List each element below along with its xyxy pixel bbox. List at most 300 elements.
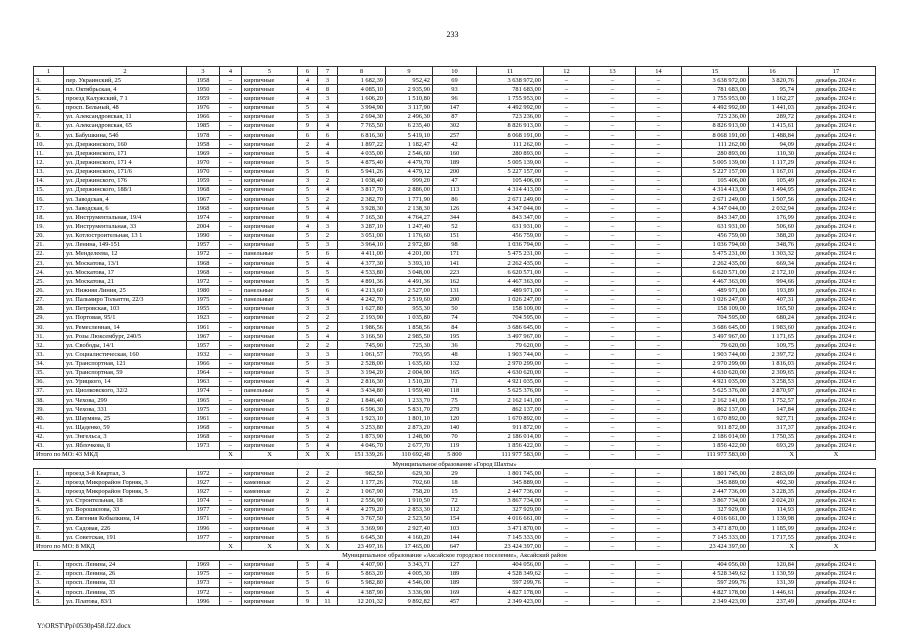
total-cell: – (636, 542, 682, 551)
table-cell: кирпичные (242, 368, 298, 377)
table-cell: 693,29 (749, 441, 797, 450)
table-cell: – (220, 386, 242, 395)
table-cell: 4 (318, 505, 338, 514)
column-number-cell: 15 (682, 67, 749, 76)
page-number: 233 (446, 30, 459, 39)
table-cell: 32. (34, 341, 64, 350)
table-cell: 6 (318, 130, 338, 139)
table-cell: – (636, 222, 682, 231)
table-cell: – (544, 76, 590, 85)
table-cell: 9 (298, 121, 318, 130)
table-cell: 5 (298, 441, 318, 450)
table-cell: 5 475 231,00 (682, 249, 749, 258)
table-row (34, 231, 876, 240)
table-cell: 344 (433, 213, 477, 222)
table-cell: 1 510,80 (386, 94, 433, 103)
table-cell: 2 (318, 478, 338, 487)
table-cell: 2 972,80 (386, 240, 433, 249)
table-cell: ул. Бабушкина, 54б (64, 130, 187, 139)
table-cell: кирпичные (242, 258, 298, 267)
table-cell: 1 801,10 (386, 414, 433, 423)
table-cell: 2 (298, 341, 318, 350)
table-cell: 1 446,61 (749, 588, 797, 597)
table-cell: проезд Микрорайон Горняк, 3 (64, 478, 187, 487)
table-cell: ул. Советская, 191 (64, 533, 187, 542)
table-cell: – (220, 359, 242, 368)
table-cell: 158 109,00 (477, 304, 544, 313)
table-cell: кирпичные (242, 313, 298, 322)
table-cell: 189 (433, 569, 477, 578)
table-row (34, 185, 876, 194)
table-cell: 1 903 744,00 (682, 350, 749, 359)
table-cell: кирпичные (242, 359, 298, 368)
table-cell: 3 638 972,00 (477, 76, 544, 85)
table-cell: пл. Октябрьская, 4 (64, 85, 187, 94)
table-cell: 4 827 178,00 (682, 588, 749, 597)
table-cell: – (544, 121, 590, 130)
table-row (34, 514, 876, 523)
table-cell: 5 (298, 194, 318, 203)
table-cell: 1927 (187, 487, 220, 496)
table-cell: 489 971,00 (477, 286, 544, 295)
table-cell: 1980 (187, 286, 220, 295)
table-cell: 3. (34, 487, 64, 496)
table-cell: 1990 (187, 231, 220, 240)
column-number-cell: 17 (797, 67, 876, 76)
table-cell: 1972 (187, 277, 220, 286)
table-cell: 3 194,20 (338, 368, 386, 377)
table-cell: – (220, 441, 242, 450)
table-cell: декабрь 2024 г. (797, 322, 876, 331)
table-cell: – (544, 441, 590, 450)
table-row (34, 414, 876, 423)
table-cell: 4 (318, 386, 338, 395)
table-cell: 1977 (187, 533, 220, 542)
total-cell: – (590, 542, 636, 551)
table-cell: 5 625 376,00 (477, 386, 544, 395)
table-cell: 345 889,00 (477, 478, 544, 487)
table-cell: 6 235,40 (386, 121, 433, 130)
table-cell: ул. Чехова, 331 (64, 405, 187, 414)
table-cell: 1963 (187, 377, 220, 386)
table-cell: кирпичные (242, 578, 298, 587)
table-cell: 2 (318, 176, 338, 185)
table-cell: 5 (298, 167, 318, 176)
table-cell: – (590, 569, 636, 578)
table-cell: 42. (34, 432, 64, 441)
table-cell: ул. Заводская, 4 (64, 194, 187, 203)
table-cell: 3 (318, 112, 338, 121)
table-cell: декабрь 2024 г. (797, 496, 876, 505)
table-cell: 5 (298, 396, 318, 405)
column-number-cell: 1 (34, 67, 64, 76)
table-cell: – (636, 121, 682, 130)
table-cell: – (636, 286, 682, 295)
table-cell: 5 (298, 368, 318, 377)
table-cell: 1965 (187, 396, 220, 405)
table-cell: 1950 (187, 85, 220, 94)
total-cell: 111 977 583,00 (682, 450, 749, 459)
total-cell: – (590, 450, 636, 459)
table-cell: 2 (318, 313, 338, 322)
table-cell: ул. Портовая, 95/1 (64, 313, 187, 322)
table-cell: 5 (298, 149, 318, 158)
table-cell: 26. (34, 286, 64, 295)
table-cell: – (636, 194, 682, 203)
table-cell: 4 (298, 377, 318, 386)
table-cell: 12. (34, 158, 64, 167)
table-row (34, 213, 876, 222)
table-cell: 1 182,47 (386, 140, 433, 149)
table-cell: 1 986,56 (338, 322, 386, 331)
table-cell: 79 620,00 (682, 341, 749, 350)
table-cell: – (544, 258, 590, 267)
table-cell: 1973 (187, 578, 220, 587)
table-cell: – (590, 377, 636, 386)
table-cell: кирпичные (242, 396, 298, 405)
table-cell: 2 (298, 469, 318, 478)
table-cell: ул. Щаденко, 59 (64, 423, 187, 432)
table-cell: – (590, 432, 636, 441)
total-cell: 110 692,48 (386, 450, 433, 459)
table-cell: 5 (298, 560, 318, 569)
table-cell: – (636, 487, 682, 496)
table-cell: – (544, 588, 590, 597)
table-cell: – (590, 277, 636, 286)
table-cell: 6 (318, 569, 338, 578)
table-cell: 6 596,30 (338, 405, 386, 414)
table-cell: ул. Платова, 83/1 (64, 597, 187, 606)
table-cell: – (636, 578, 682, 587)
table-cell: 200 (433, 295, 477, 304)
table-cell: 9 (298, 597, 318, 606)
table-cell: 8 068 191,00 (477, 130, 544, 139)
table-cell: 1976 (187, 103, 220, 112)
table-cell: – (590, 249, 636, 258)
table-cell: 3 (298, 304, 318, 313)
table-cell: кирпичные (242, 240, 298, 249)
table-cell: 4 630 620,00 (477, 368, 544, 377)
table-cell: кирпичные (242, 140, 298, 149)
table-cell: 1975 (187, 405, 220, 414)
document-file-path: Y:\ORST\Ppi\0530p458.f22.docx (37, 622, 131, 630)
table-cell: 2 349 423,00 (477, 597, 544, 606)
table-cell: – (220, 478, 242, 487)
table-row (34, 249, 876, 258)
table-row (34, 149, 876, 158)
table-cell: – (544, 524, 590, 533)
table-cell: – (220, 258, 242, 267)
table-cell: декабрь 2024 г. (797, 176, 876, 185)
table-cell: 4 546,00 (386, 578, 433, 587)
table-cell: 5 625 376,00 (682, 386, 749, 395)
table-cell: 3 393,10 (386, 258, 433, 267)
table-cell: 1975 (187, 569, 220, 578)
table-row (34, 322, 876, 331)
table-cell: – (544, 194, 590, 203)
table-cell: 140 (433, 423, 477, 432)
table-cell: 38. (34, 396, 64, 405)
table-cell: – (590, 112, 636, 121)
table-row (34, 496, 876, 505)
table-cell: – (544, 103, 590, 112)
table-cell: 1966 (187, 359, 220, 368)
table-cell: 4 492 992,00 (682, 103, 749, 112)
table-cell: 6. (34, 103, 64, 112)
table-cell: кирпичные (242, 588, 298, 597)
table-cell: 1957 (187, 240, 220, 249)
table-cell: 4 314 413,00 (682, 185, 749, 194)
table-cell: ул. Яблочкова, 8 (64, 441, 187, 450)
total-cell: X (298, 542, 318, 551)
table-cell: – (220, 76, 242, 85)
table-cell: 7 765,50 (338, 121, 386, 130)
table-cell: 2 186 014,00 (682, 432, 749, 441)
table-cell: 2 186 014,00 (477, 432, 544, 441)
table-cell: 5 (318, 277, 338, 286)
table-cell: кирпичные (242, 560, 298, 569)
table-row (34, 478, 876, 487)
total-row (34, 450, 876, 459)
table-cell: 1 247,40 (386, 222, 433, 231)
table-cell: – (590, 103, 636, 112)
table-row (34, 286, 876, 295)
table-cell: – (636, 76, 682, 85)
table-cell: 6 (318, 286, 338, 295)
table-cell: 1 185,99 (749, 524, 797, 533)
total-cell: 151 339,26 (338, 450, 386, 459)
table-cell: кирпичные (242, 185, 298, 194)
table-row (34, 396, 876, 405)
table-row (34, 533, 876, 542)
table-cell: 1 846,40 (338, 396, 386, 405)
table-cell: – (590, 94, 636, 103)
total-cell: 23 497,16 (338, 542, 386, 551)
table-cell: 862 137,00 (682, 405, 749, 414)
table-cell: 1968 (187, 204, 220, 213)
table-cell: – (590, 322, 636, 331)
table-cell: 40. (34, 414, 64, 423)
table-cell: ул. Чехова, 299 (64, 396, 187, 405)
table-cell: кирпичные (242, 533, 298, 542)
table-cell: 20. (34, 231, 64, 240)
table-cell: 1972 (187, 249, 220, 258)
table-cell: 2 (318, 432, 338, 441)
total-cell: 5 800 (433, 450, 477, 459)
table-cell: 6 816,30 (338, 130, 386, 139)
total-cell: – (544, 542, 590, 551)
table-cell: 5 (318, 268, 338, 277)
table-cell: 5 (298, 112, 318, 121)
table-cell: 492,30 (749, 478, 797, 487)
table-cell: 98 (433, 240, 477, 249)
table-cell: 5 (298, 277, 318, 286)
table-cell: 5 419,10 (386, 130, 433, 139)
table-cell: – (590, 505, 636, 514)
table-cell: 4 314 413,00 (477, 185, 544, 194)
table-cell: 3 686 645,00 (682, 322, 749, 331)
table-cell: – (220, 222, 242, 231)
table-cell: 158 109,00 (682, 304, 749, 313)
table-cell: 43. (34, 441, 64, 450)
table-cell: 1 177,26 (338, 478, 386, 487)
table-cell: 1 897,22 (338, 140, 386, 149)
table-cell: 17. (34, 204, 64, 213)
table-cell: 2 (318, 341, 338, 350)
table-cell: – (636, 322, 682, 331)
total-cell: 23 424 397,00 (477, 542, 544, 551)
total-cell: X (298, 450, 318, 459)
table-cell: 5 863,20 (338, 569, 386, 578)
table-cell: – (590, 240, 636, 249)
total-cell: 17 465,00 (386, 542, 433, 551)
table-cell: 3 166,50 (338, 332, 386, 341)
column-number-cell: 7 (318, 67, 338, 76)
table-cell: кирпичные (242, 423, 298, 432)
table-cell: – (220, 194, 242, 203)
table-cell: – (636, 597, 682, 606)
table-cell: 456 759,00 (477, 231, 544, 240)
table-cell: 4 035,00 (338, 149, 386, 158)
table-cell: 1 670 892,00 (682, 414, 749, 423)
table-cell: 1974 (187, 496, 220, 505)
table-row (34, 441, 876, 450)
table-cell: 18 (433, 478, 477, 487)
table-cell: 999,20 (386, 176, 433, 185)
table-cell: – (220, 423, 242, 432)
table-cell: 911 872,00 (682, 423, 749, 432)
table-cell: просп. Ленина, 35 (64, 588, 187, 597)
municipality-heading-row (34, 551, 876, 560)
table-cell: декабрь 2024 г. (797, 185, 876, 194)
table-cell: декабрь 2024 г. (797, 213, 876, 222)
table-cell: 1 858,56 (386, 322, 433, 331)
table-cell: – (220, 130, 242, 139)
table-cell: – (636, 533, 682, 542)
table-cell: 456 759,00 (682, 231, 749, 240)
table-cell: 1 507,56 (749, 194, 797, 203)
table-cell: 131,39 (749, 578, 797, 587)
table-cell: 1967 (187, 194, 220, 203)
table-cell: 1 167,01 (749, 167, 797, 176)
table-cell: ул. Циолковского, 32/2 (64, 386, 187, 395)
table-cell: 5 (298, 578, 318, 587)
table-cell: 151 (433, 231, 477, 240)
table-cell: – (636, 85, 682, 94)
table-cell: 1 635,60 (386, 359, 433, 368)
table-cell: 131 (433, 286, 477, 295)
table-cell: 3 (318, 304, 338, 313)
table-cell: 4 (298, 76, 318, 85)
table-cell: ул. Транспортная, 59 (64, 368, 187, 377)
table-cell: 165 (433, 368, 477, 377)
table-cell: – (220, 588, 242, 597)
table-cell: 4 (298, 85, 318, 94)
table-cell: 597 299,76 (477, 578, 544, 587)
total-cell: 647 (433, 542, 477, 551)
table-cell: 2 927,40 (386, 524, 433, 533)
table-cell: 2 138,30 (386, 204, 433, 213)
table-cell: ул. Котлостроительная, 13 1 (64, 231, 187, 240)
table-cell: 597 299,76 (682, 578, 749, 587)
table-cell: декабрь 2024 г. (797, 149, 876, 158)
table-cell: 4 016 661,00 (682, 514, 749, 523)
table-cell: 34. (34, 359, 64, 368)
table-cell: 302 (433, 121, 477, 130)
total-cell: X (220, 542, 242, 551)
table-row (34, 487, 876, 496)
table-cell: 3. (34, 76, 64, 85)
table-cell: 843 347,00 (477, 213, 544, 222)
table-cell: – (590, 588, 636, 597)
table-cell: декабрь 2024 г. (797, 240, 876, 249)
table-cell: – (636, 414, 682, 423)
table-cell: 2 (318, 469, 338, 478)
table-cell: 69 (433, 76, 477, 85)
table-cell: декабрь 2024 г. (797, 432, 876, 441)
table-row (34, 140, 876, 149)
table-cell: 4 160,20 (386, 533, 433, 542)
table-cell: декабрь 2024 г. (797, 588, 876, 597)
table-cell: – (590, 359, 636, 368)
table-cell: декабрь 2024 г. (797, 286, 876, 295)
table-cell: – (544, 149, 590, 158)
total-cell: – (636, 450, 682, 459)
table-cell: 39. (34, 405, 64, 414)
table-cell: 1 176,60 (386, 231, 433, 240)
table-cell: 4 213,60 (338, 286, 386, 295)
table-cell: 506,60 (749, 222, 797, 231)
table-cell: проезд 3-й Квартал, 3 (64, 469, 187, 478)
table-cell: 1 026 247,00 (477, 295, 544, 304)
table-cell: – (544, 560, 590, 569)
table-cell: – (544, 176, 590, 185)
table-cell: – (220, 121, 242, 130)
table-cell: 4 (298, 524, 318, 533)
municipality-heading-row (34, 460, 876, 469)
table-cell: 1 036 794,00 (477, 240, 544, 249)
table-cell: 1 441,03 (749, 103, 797, 112)
table-cell: 1 510,20 (386, 377, 433, 386)
column-number-cell: 6 (298, 67, 318, 76)
table-row (34, 423, 876, 432)
table-row (34, 167, 876, 176)
table-cell: – (590, 304, 636, 313)
table-cell: 7. (34, 112, 64, 121)
table-cell: – (636, 588, 682, 597)
table-cell: кирпичные (242, 85, 298, 94)
table-cell: – (544, 313, 590, 322)
table-cell: 2 853,30 (386, 505, 433, 514)
table-cell: – (220, 304, 242, 313)
table-cell: 2 193,90 (338, 313, 386, 322)
table-cell: 1 162,27 (749, 94, 797, 103)
table-cell: 4 (318, 149, 338, 158)
table-cell: 2 873,20 (386, 423, 433, 432)
table-cell: 4 (318, 140, 338, 149)
table-cell: – (220, 286, 242, 295)
table-cell: – (220, 396, 242, 405)
table-cell: 2 (318, 322, 338, 331)
table-cell: 8 826 913,00 (477, 121, 544, 130)
table-cell: – (636, 213, 682, 222)
column-number-cell: 13 (590, 67, 636, 76)
table-cell: 407,31 (749, 295, 797, 304)
table-cell: 15. (34, 185, 64, 194)
table-cell: 120 (433, 414, 477, 423)
table-cell: – (636, 524, 682, 533)
table-cell: – (636, 569, 682, 578)
